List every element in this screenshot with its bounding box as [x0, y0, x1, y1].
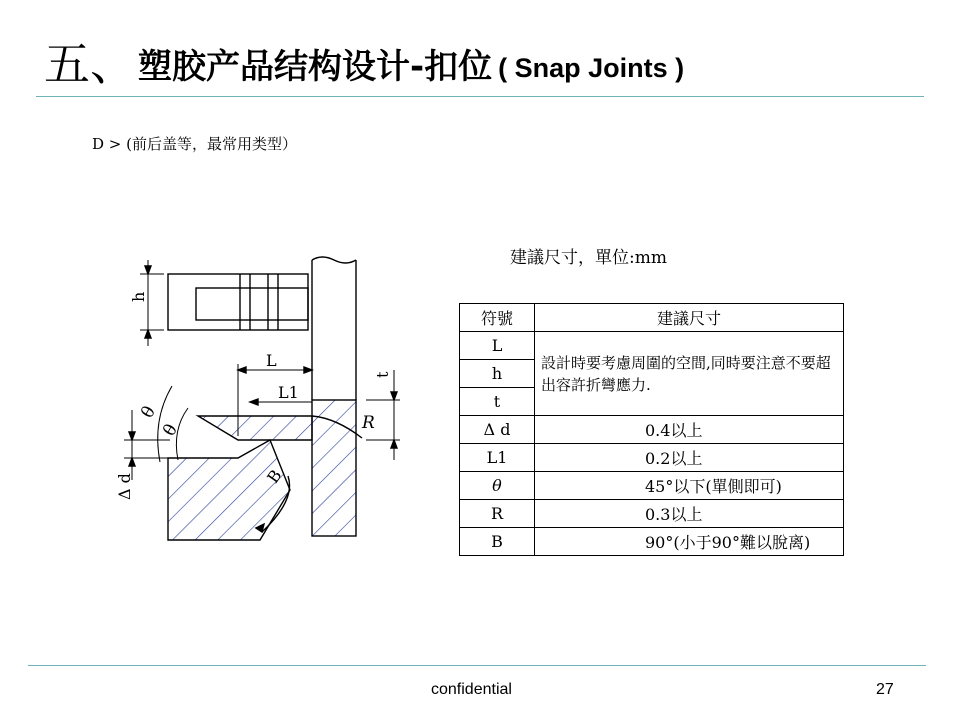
subtitle: D > (前后盖等，最常用类型） — [92, 135, 297, 153]
table-row — [460, 332, 844, 360]
table-row — [460, 444, 844, 472]
symbol-cell: θ — [460, 472, 535, 500]
table-row — [460, 472, 844, 500]
symbol-cell: t — [460, 388, 535, 416]
footer-divider — [28, 665, 926, 666]
symbol-cell: L1 — [460, 444, 535, 472]
table-row — [460, 528, 844, 556]
symbol-cell: h — [460, 360, 535, 388]
value-cell: 0.3以上 — [535, 500, 844, 528]
title-text: 塑胶产品结构设计-扣位 — [138, 47, 493, 87]
header-symbol: 符號 — [460, 304, 535, 332]
snap-joint-drawing — [100, 250, 420, 570]
label-L1: L1 — [278, 383, 299, 402]
label-L: L — [266, 351, 277, 370]
title-section-number: 五、 — [44, 37, 136, 91]
label-delta-d: Δ d — [115, 473, 134, 500]
footer-confidential: confidential — [431, 681, 512, 698]
top-view — [140, 257, 356, 400]
label-R: R — [362, 413, 375, 433]
table-row — [460, 500, 844, 528]
label-B: B — [263, 466, 286, 487]
title-divider — [36, 96, 924, 97]
value-cell: 90°(小于90°難以脫离) — [535, 528, 844, 556]
label-theta-1: θ — [137, 402, 160, 422]
header-size: 建議尺寸 — [535, 304, 844, 332]
page-number: 27 — [876, 681, 894, 698]
table-row — [460, 416, 844, 444]
label-t: t — [373, 371, 392, 378]
symbol-cell: L — [460, 332, 535, 360]
value-cell: 0.2以上 — [535, 444, 844, 472]
symbol-cell: R — [460, 500, 535, 528]
section-view — [124, 364, 400, 540]
table-caption: 建議尺寸，單位:mm — [510, 248, 667, 268]
value-cell: 45°以下(單側即可) — [535, 472, 844, 500]
merged-note-cell: 設計時要考慮周圍的空間,同時要注意不要超出容許折彎應力. — [535, 332, 844, 416]
page-title — [44, 34, 684, 90]
table-header-row — [460, 304, 844, 332]
label-theta-2: θ — [159, 420, 182, 440]
value-cell: 0.4以上 — [535, 416, 844, 444]
symbol-cell: B — [460, 528, 535, 556]
spec-table — [459, 303, 844, 556]
label-h: h — [129, 291, 148, 302]
title-english: ( Snap Joints ) — [498, 53, 685, 83]
symbol-cell: Δ d — [460, 416, 535, 444]
